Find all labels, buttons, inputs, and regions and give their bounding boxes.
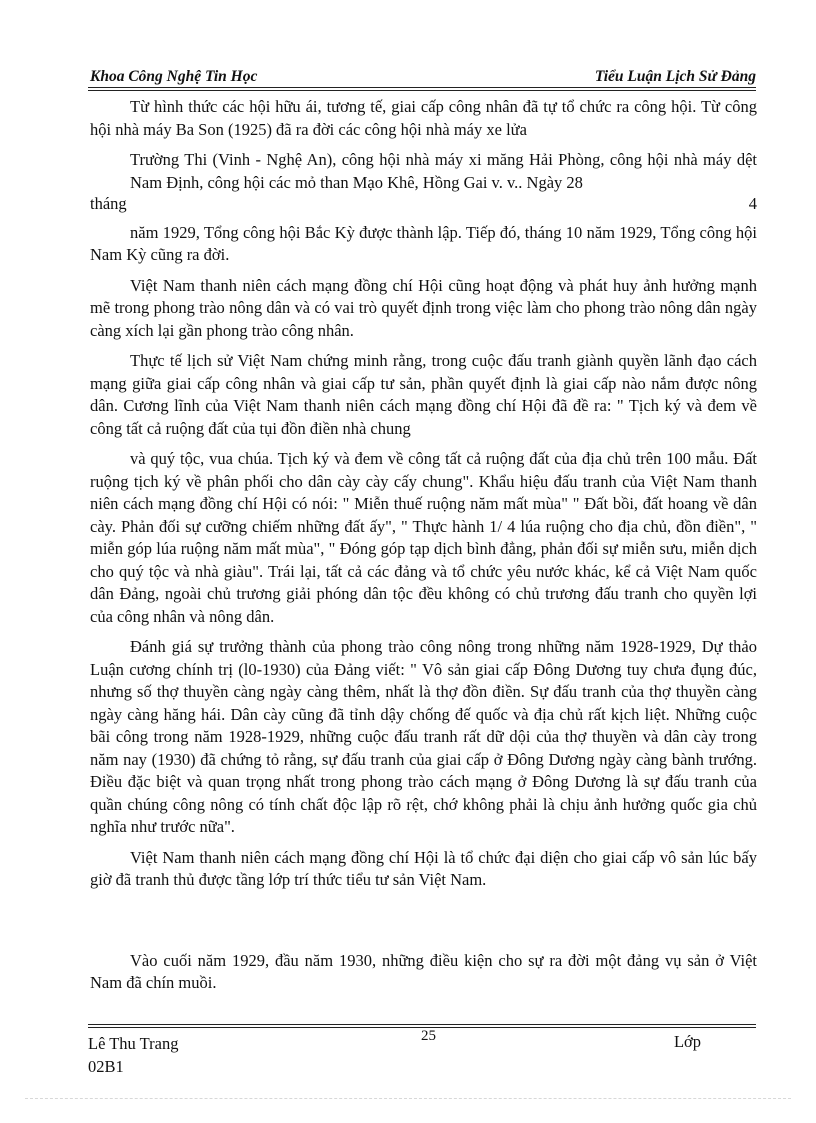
footer-author: [88, 1032, 178, 1078]
paragraph-9: Vào cuối năm 1929, đầu năm 1930, những điều kiện cho sự ra đời một đảng vụ sản ở Việt Nam đã chín muồi.: [90, 950, 757, 992]
paragraph-3: năm 1929, Tổng công hội Bắc Kỳ được thành lập. Tiếp đó, tháng 10 năm 1929, Tổng công hội Nam Kỳ cũng ra đời.: [90, 222, 757, 264]
header-title: Tiểu Luận Lịch Sử Đảng: [594, 68, 756, 85]
footer-class-label: Lớp: [673, 1032, 701, 1051]
paragraph-6: và quý tộc, vua chúa. Tịch ký và đem về công tất cả ruộng đất của địa chủ trên 100 mẫu. Đất ruộng tịch ký về phân phối cho dân cày cày cấy chung". Khẩu hiệu đấu tranh của Việt Nam thanh niên cách mạng đồng chí Hội có nói: " Miễn thuế ruộng năm mất mùa" " Đất bồi, đất hoang về dân cày. Phản đối sự cưỡng chiếm những đất ấy", " Thực hành 1/ 4 lúa ruộng cho địa chủ, đồn điền", " miễn góp lúa ruộng năm mất mùa", " Đóng góp tạp dịch bình đẳng, phản đối sự miễn sưu, miễn dịch cho quý tộc và nhà giàu". Trái lại, tất cả các đảng và tổ chức yêu nước khác, kể cả Việt Nam quốc dân Đảng, ngoài chủ trương giải phóng dân tộc đều không có chủ trương đấu tranh cho quyền lợi của công nhân và nông dân.: [90, 449, 757, 626]
paragraph-5: Thực tế lịch sử Việt Nam chứng minh rằng, trong cuộc đấu tranh giành quyền lãnh đạo cách mạng giữa giai cấp công nhân và giai cấp tư sản, phần quyết định là giai cấp nào nắm được nông dân. Cương lĩnh của Việt Nam thanh niên cách mạng đồng chí Hội đã đề ra: " Tịch ký và đem về công tất cả ruộng đất của tụi đồn điền nhà chung: [90, 351, 757, 438]
page-header: [90, 64, 756, 88]
document-body: [90, 96, 757, 1003]
paragraph-2-tail: [90, 193, 757, 216]
page-number: 25: [421, 1028, 436, 1044]
paragraph-8: Việt Nam thanh niên cách mạng đồng chí Hội là tổ chức đại diện cho giai cấp vô sản lúc bấy giờ đã tranh thủ được tầng lớp trí thức tiểu tư sản Việt Nam.: [90, 847, 757, 889]
paragraph-2-tail-number: 4: [748, 194, 757, 213]
paragraph-4: Việt Nam thanh niên cách mạng đồng chí Hội cũng hoạt động và phát huy ảnh hưởng mạnh mẽ trong phong trào nông dân và có vai trò quyết định trong việc làm cho phong trào nông dân ngày càng xích lại gần phong trào công nhân.: [90, 275, 757, 340]
footer-author-name: Lê Thu Trang: [88, 1034, 179, 1053]
paragraph-1: Từ hình thức các hội hữu ái, tương tế, giai cấp công nhân đã tự tổ chức ra công hội. Từ công hội nhà máy Ba Son (1925) đã ra đời các công hội nhà máy xe lửa: [90, 97, 757, 139]
paragraph-2-tail-word: tháng: [90, 194, 127, 213]
header-faculty: Khoa Công Nghệ Tin Học: [90, 68, 258, 85]
paragraph-2: Trường Thi (Vinh - Nghệ An), công hội nhà máy xi măng Hải Phòng, công hội nhà máy dệt Nam Định, công hội các mỏ than Mạo Khê, Hồng Gai v. v.. Ngày 28: [130, 150, 757, 192]
footer-rule: [88, 1024, 756, 1025]
header-rule: [88, 87, 756, 88]
paragraph-7: Đánh giá sự trưởng thành của phong trào công nông trong những năm 1928-1929, Dự thảo Luận cương chính trị (l0-1930) của Đảng viết: " Vô sản giai cấp Đông Dương tuy chưa đụng đúc, nhưng số thợ thuyền càng ngày càng thêm, nhất là thợ đồn điền. Sự đấu tranh của thợ thuyền càng ngày càng hăng hái. Dân cày cũng đã tỉnh dậy chống đế quốc và địa chủ rất kịch liệt. Những cuộc bãi công trong năm 1928-1929, những cuộc đấu tranh rất dữ dội của thợ thuyền và dân cày trong năm nay (1930) đã chứng tỏ rằng, sự đấu tranh của giai cấp ở Đông Dương ngày càng bành trướng. Điều đặc biệt và quan trọng nhất trong phong trào cách mạng ở Đông Dương là sự đấu tranh của quần chúng công nông có tính chất độc lập rõ rệt, chớ không phải là chịu ảnh hưởng quốc gia chủ nghĩa như trước nữa".: [90, 637, 757, 836]
page-edge-divider: [25, 1098, 791, 1099]
footer-author-code: 02B1: [88, 1057, 124, 1076]
header-rule-double: [88, 90, 756, 91]
